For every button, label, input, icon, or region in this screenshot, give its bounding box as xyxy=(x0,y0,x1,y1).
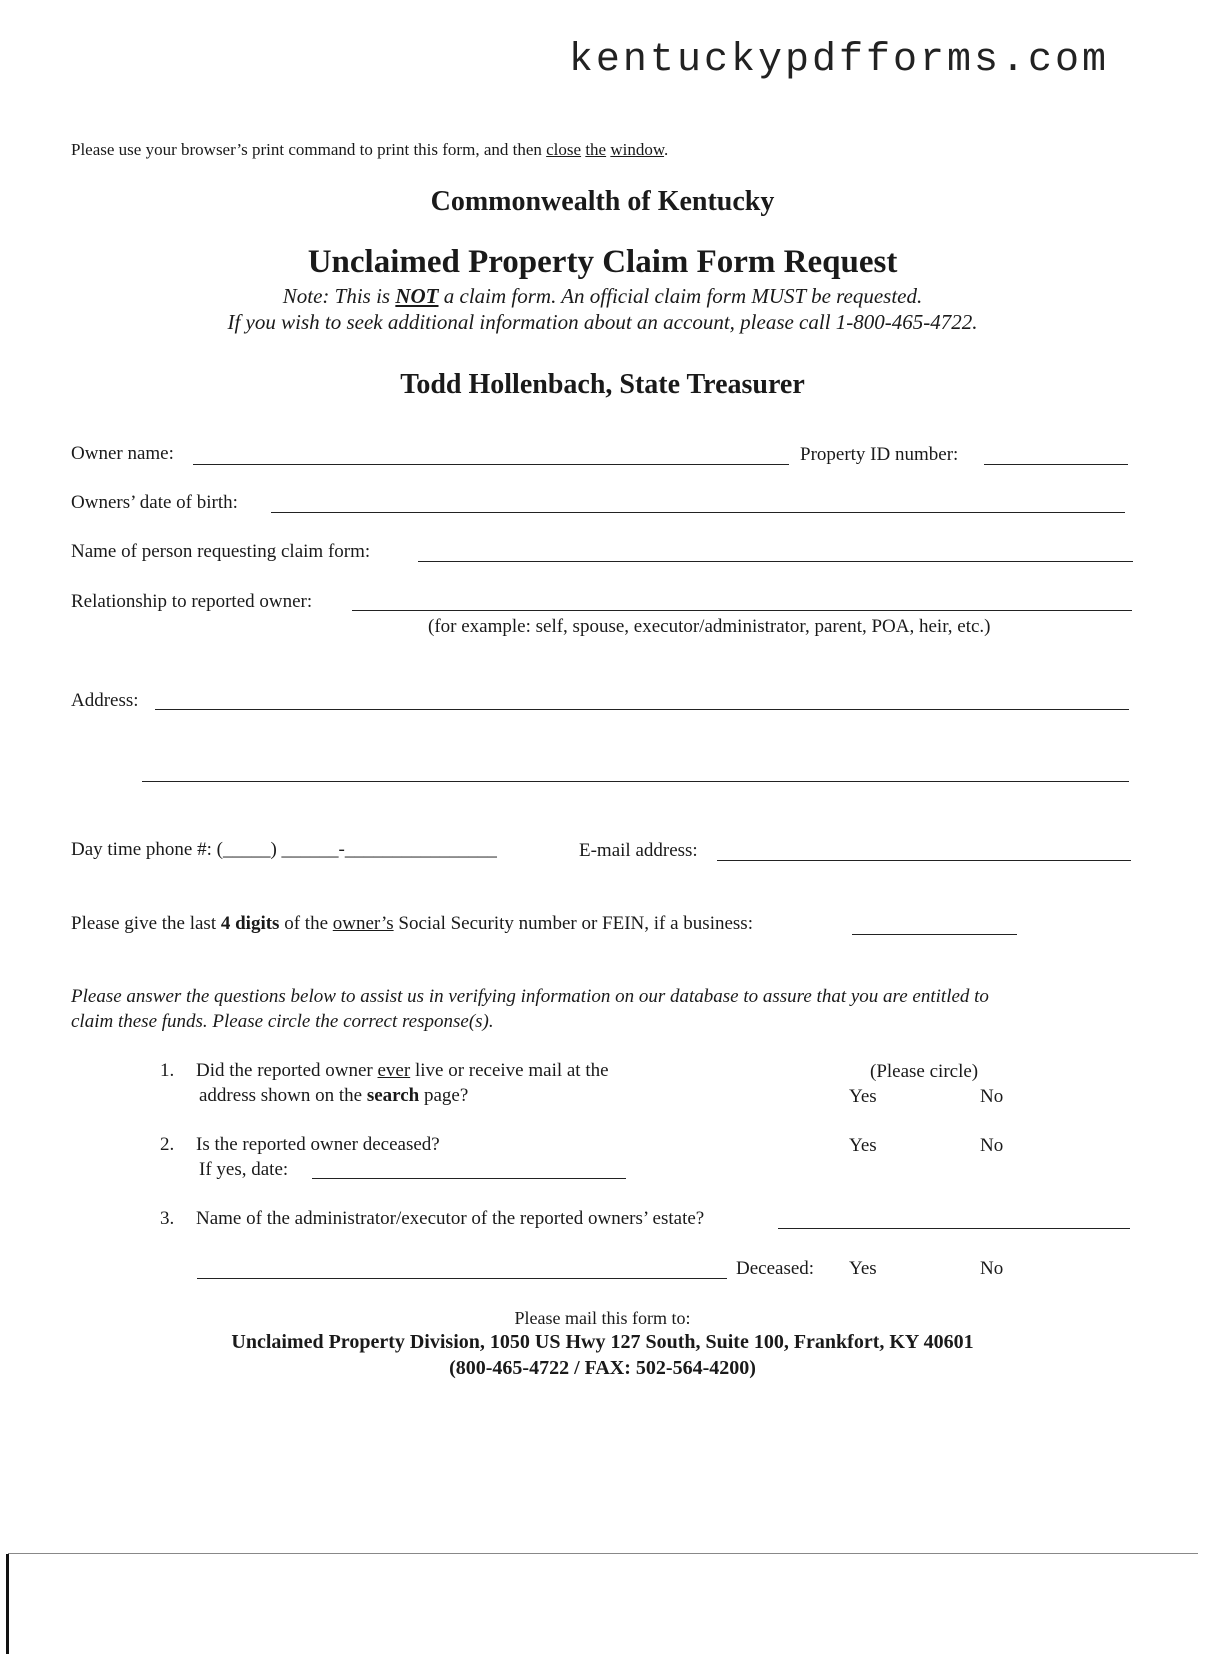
deceased-label: Deceased: xyxy=(736,1258,815,1279)
treasurer-name: Todd Hollenbach, State Treasurer xyxy=(400,369,805,400)
property-id-label: Property ID number: xyxy=(800,444,959,465)
q2-date-field[interactable] xyxy=(312,1178,626,1179)
close-link[interactable]: close xyxy=(546,140,582,159)
verify-instructions-line1: Please answer the questions below to assist us in verifying information on our database to assure that you are entitled to xyxy=(71,986,989,1007)
owner-name-field[interactable] xyxy=(193,464,789,465)
dob-field[interactable] xyxy=(271,512,1125,513)
q3-yes[interactable]: Yes xyxy=(849,1258,877,1279)
window-link[interactable]: window xyxy=(610,140,665,159)
address-field-line2[interactable] xyxy=(142,781,1129,782)
left-edge-bar xyxy=(6,1554,9,1654)
commonwealth-title: Commonwealth of Kentucky xyxy=(430,186,775,217)
address-label: Address: xyxy=(71,690,139,711)
site-watermark: kentuckypdfforms.com xyxy=(568,38,1109,83)
q2-yes[interactable]: Yes xyxy=(849,1135,877,1156)
phone-field[interactable]: Day time phone #: (_____) ______-________________ xyxy=(71,839,497,860)
ssn-label: Please give the last 4 digits of the owner’s Social Security number or FEIN, if a business: xyxy=(71,913,753,934)
q2-number: 2. xyxy=(160,1134,175,1155)
property-id-field[interactable] xyxy=(984,464,1128,465)
the-word: the xyxy=(585,140,607,159)
q3-number: 3. xyxy=(160,1208,175,1229)
mail-to-label: Please mail this form to: xyxy=(514,1308,691,1328)
print-instructions: Please use your browser’s print command to print this form, and then close the window. xyxy=(71,140,669,159)
q3-executor-field-line2[interactable] xyxy=(197,1278,727,1279)
owner-name-label: Owner name: xyxy=(71,443,174,464)
address-field-line1[interactable] xyxy=(155,709,1129,710)
ssn-field[interactable] xyxy=(852,934,1017,935)
email-label: E-mail address: xyxy=(579,840,698,861)
dob-label: Owners’ date of birth: xyxy=(71,492,238,513)
q3-no[interactable]: No xyxy=(980,1258,1004,1279)
q1-text-line1: Did the reported owner ever live or receive mail at the xyxy=(196,1060,609,1081)
requester-field[interactable] xyxy=(418,561,1133,562)
requester-label: Name of person requesting claim form: xyxy=(71,541,371,562)
form-title: Unclaimed Property Claim Form Request xyxy=(307,244,898,280)
relationship-label: Relationship to reported owner: xyxy=(71,591,313,612)
q2-date-label: If yes, date: xyxy=(199,1159,289,1180)
please-circle-hint: (Please circle) xyxy=(870,1061,979,1082)
mail-address: Unclaimed Property Division, 1050 US Hwy 127 South, Suite 100, Frankfort, KY 40601 xyxy=(231,1331,974,1353)
q1-yes[interactable]: Yes xyxy=(849,1086,877,1107)
q1-number: 1. xyxy=(160,1060,175,1081)
mail-phones: (800-465-4722 / FAX: 502-564-4200) xyxy=(449,1357,756,1379)
email-field[interactable] xyxy=(717,860,1131,861)
not-claim-form-note: Note: This is NOT a claim form. An official claim form MUST be requested. xyxy=(282,284,923,308)
q2-text: Is the reported owner deceased? xyxy=(196,1134,440,1155)
q2-no[interactable]: No xyxy=(980,1135,1004,1156)
q3-executor-field[interactable] xyxy=(778,1228,1130,1229)
q1-text-line2: address shown on the search page? xyxy=(199,1085,469,1106)
q1-no[interactable]: No xyxy=(980,1086,1004,1107)
bottom-divider xyxy=(8,1553,1198,1554)
q3-text: Name of the administrator/executor of the reported owners’ estate? xyxy=(196,1208,705,1229)
verify-instructions-line2: claim these funds. Please circle the correct response(s). xyxy=(71,1011,494,1032)
relationship-field[interactable] xyxy=(352,610,1132,611)
not-emphasis: NOT xyxy=(395,284,439,308)
phone-note: If you wish to seek additional information about an account, please call 1-800-465-4722. xyxy=(227,310,978,334)
relationship-hint: (for example: self, spouse, executor/administrator, parent, POA, heir, etc.) xyxy=(428,616,991,637)
